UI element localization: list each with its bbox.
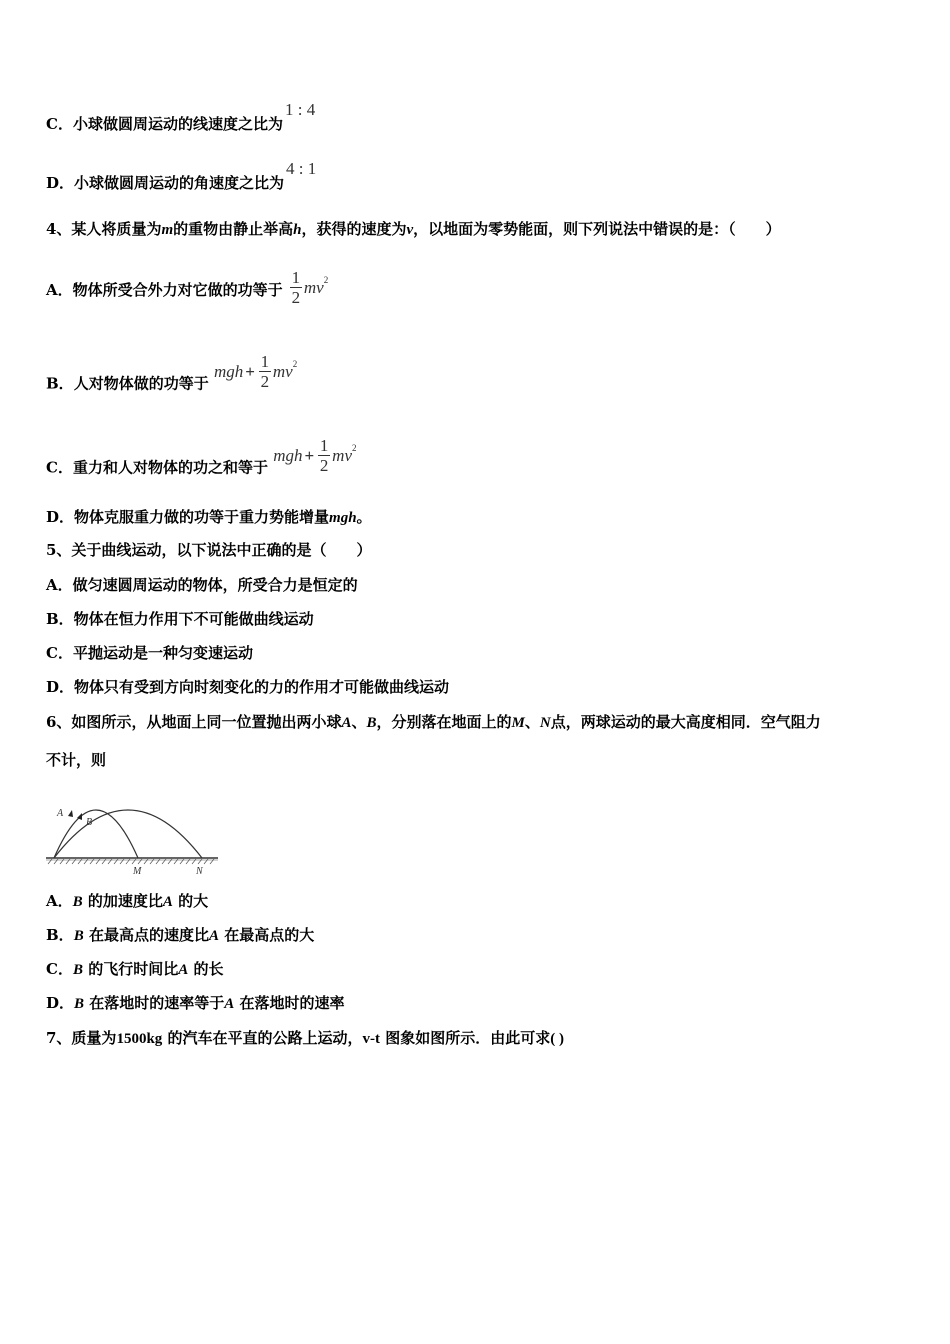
var-a: A	[224, 996, 235, 1012]
figure-label-n: N	[196, 866, 203, 877]
figure-label-m: M	[133, 866, 142, 877]
option-label: D．	[46, 508, 75, 526]
q3-option-d	[46, 159, 317, 193]
q6-stem-line-1	[46, 712, 821, 733]
figure-label-a: A	[57, 808, 64, 819]
q7-stem	[46, 1028, 564, 1049]
option-label: B．	[46, 374, 74, 393]
option-label: B．	[46, 926, 74, 944]
half-mv2-formula	[288, 268, 328, 307]
option-text: 的加速度比	[87, 892, 163, 910]
stem-text: 的重物由静止举高	[173, 220, 294, 238]
q4-stem	[46, 219, 781, 240]
mgh: mgh	[213, 361, 244, 381]
arrow-a-icon	[68, 810, 73, 817]
option-text: 在最高点的速度比	[88, 926, 209, 944]
stem-text: 7、质量为	[46, 1029, 117, 1047]
var-b: B	[74, 996, 85, 1012]
stem-text: 的汽车在平直的公路上运动，	[167, 1029, 363, 1047]
option-label: A．	[46, 892, 73, 910]
q5-stem: 5、关于曲线运动，以下说法中正确的是（ ）	[46, 541, 372, 559]
mass-value: 1500kg	[116, 1031, 163, 1047]
option-text: 重力和人对物体的功之和等于	[72, 458, 268, 477]
trajectory-b	[54, 810, 202, 858]
mv: mv	[272, 361, 293, 381]
mgh-plus-half-mv2-formula	[214, 352, 297, 391]
option-text: 物体所受合外力对它做的功等于	[72, 281, 283, 299]
mv: mv	[303, 277, 324, 297]
var-h: h	[293, 222, 302, 238]
q5-option-d: D．物体只有受到方向时刻变化的力的作用才可能做曲线运动	[46, 678, 450, 696]
option-label: D．	[46, 174, 75, 192]
var-b: B	[73, 928, 84, 944]
numerator: 1	[291, 268, 301, 287]
fraction	[318, 436, 330, 475]
stem-text: 6、如图所示，从地面上同一位置抛出两小球	[46, 713, 342, 731]
denominator: 2	[319, 456, 329, 475]
option-label: D．	[46, 994, 75, 1012]
projectile-figure	[44, 790, 220, 880]
option-text: 在落地时的速率等于	[89, 994, 225, 1012]
trajectory-a	[54, 810, 138, 858]
mgh-plus-half-mv2-formula	[273, 436, 356, 475]
var-a: A	[162, 894, 173, 910]
stem-text: 点，两球运动的最大高度相同．空气阻力	[550, 713, 821, 731]
q5-option-b: B．物体在恒力作用下不可能做曲线运动	[46, 610, 314, 628]
q6-stem-line-2: 不计，则	[46, 751, 107, 769]
vt-label: v-t	[362, 1031, 381, 1047]
separator: 、	[524, 713, 540, 731]
exponent: 2	[352, 442, 357, 453]
stem-text: ，以地面为零势能面，则下列说法中错误的是：（ ）	[413, 220, 781, 238]
q4-option-a	[46, 268, 329, 319]
var-a: A	[208, 928, 219, 944]
option-text: 在落地时的速率	[239, 994, 345, 1012]
mgh: mgh	[273, 445, 303, 465]
option-text: 的飞行时间比	[88, 960, 179, 978]
period: 。	[356, 508, 372, 526]
q6-option-b	[46, 925, 314, 946]
var-b: B	[366, 715, 377, 731]
option-text: 小球做圆周运动的线速度之比为	[72, 115, 283, 133]
var-a: A	[178, 962, 189, 978]
var-m: M	[511, 715, 525, 731]
denominator: 2	[291, 288, 301, 307]
q4-option-b	[46, 352, 298, 403]
option-text: 的大	[178, 892, 209, 910]
var-a: A	[341, 715, 352, 731]
ground-line	[46, 858, 218, 860]
option-text: 的长	[193, 960, 224, 978]
separator: 、	[351, 713, 367, 731]
var-n: N	[539, 715, 551, 731]
var-mgh: mgh	[329, 510, 357, 526]
answer-parens: ( )	[550, 1031, 565, 1047]
ratio-math: 1 : 4	[284, 100, 316, 119]
option-label: C．	[46, 960, 73, 978]
numerator: 1	[260, 352, 270, 371]
stem-text: 4、某人将质量为	[46, 220, 162, 238]
option-label: C．	[46, 458, 73, 477]
option-text: 人对物体做的功等于	[73, 374, 209, 393]
stem-text: 图象如图所示．由此可求	[385, 1029, 551, 1047]
ratio-math: 4 : 1	[286, 159, 317, 178]
exponent: 2	[292, 358, 298, 369]
stem-text: ，分别落在地面上的	[376, 713, 512, 731]
q5-option-c: C．平抛运动是一种匀变速运动	[46, 644, 253, 662]
q4-option-d	[46, 507, 372, 528]
mv: mv	[332, 445, 352, 465]
q5-option-a: A．做匀速圆周运动的物体，所受合力是恒定的	[46, 576, 358, 594]
var-v: v	[406, 222, 414, 238]
var-b: B	[72, 962, 83, 978]
var-b: B	[72, 894, 83, 910]
fraction	[290, 268, 302, 307]
option-label: C．	[46, 115, 73, 133]
numerator: 1	[319, 436, 329, 455]
q4-option-c	[46, 436, 357, 487]
var-m: m	[161, 222, 174, 238]
option-label: A．	[46, 281, 73, 299]
q3-option-c	[46, 100, 316, 134]
option-text: 在最高点的大	[224, 926, 315, 944]
q6-option-a	[46, 891, 208, 912]
option-text: 小球做圆周运动的角速度之比为	[74, 174, 285, 192]
stem-text: ，获得的速度为	[301, 220, 407, 238]
exponent: 2	[323, 274, 329, 285]
figure-label-b: B	[86, 817, 93, 828]
plus-sign: +	[245, 361, 255, 381]
q6-option-c	[46, 959, 223, 980]
denominator: 2	[260, 372, 270, 391]
plus-sign: +	[304, 445, 315, 465]
fraction	[259, 352, 271, 391]
option-text: 物体克服重力做的功等于重力势能增量	[74, 508, 330, 526]
q6-option-d	[46, 993, 345, 1014]
